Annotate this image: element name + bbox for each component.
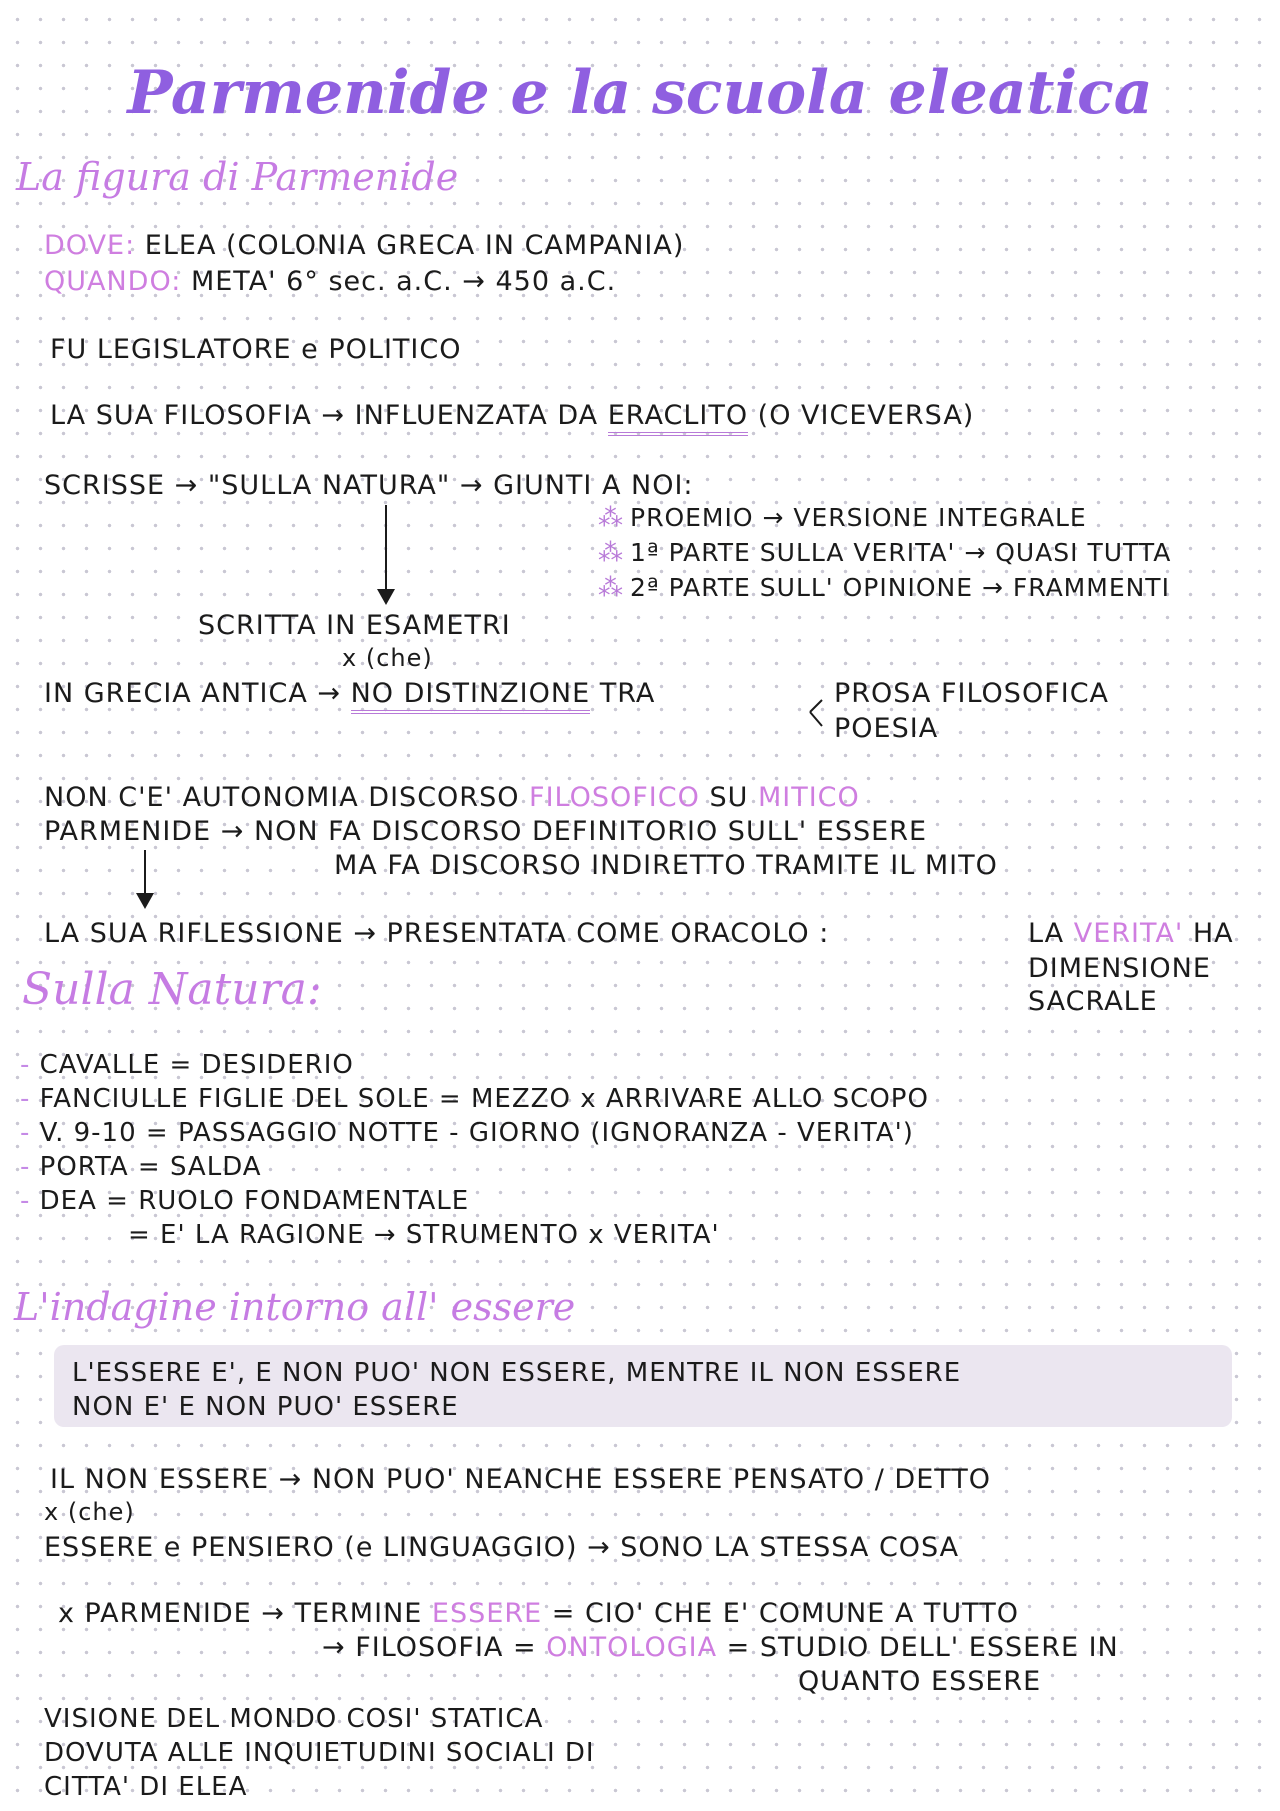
- x-parmenide: x PARMENIDE → TERMINE: [58, 1598, 423, 1629]
- quando-value: META' 6° sec. a.C. → 450 a.C.: [190, 266, 617, 297]
- natura-item-5: - DEA = RUOLO FONDAMENTALE: [20, 1186, 470, 1216]
- visione-line-3: CITTA' DI ELEA: [44, 1772, 248, 1802]
- natura-item-2: - FANCIULLE FIGLIE DEL SOLE = MEZZO x ARRIVARE ALLO SCOPO: [20, 1084, 929, 1114]
- box-line-1: L'ESSERE E', E NON PUO' NON ESSERE, MENTRE IL NON ESSERE: [72, 1358, 962, 1388]
- quanto-text: QUANTO ESSERE: [798, 1666, 1042, 1697]
- ontologia-word: ONTOLOGIA: [546, 1632, 718, 1663]
- quando-label: QUANDO:: [44, 266, 182, 297]
- grecia-pre: IN GRECIA ANTICA →: [44, 678, 342, 709]
- filosofia-post: (O VICEVERSA): [757, 400, 975, 431]
- la-text: LA: [1028, 918, 1065, 949]
- verita-row: [1028, 920, 1234, 947]
- perche-text-2: x (che): [44, 1498, 135, 1526]
- dove-row: [44, 232, 684, 259]
- esametri-text: SCRITTA IN ESAMETRI: [198, 610, 511, 641]
- dove-label: DOVE:: [44, 230, 136, 261]
- filosofia-pre-2: → FILOSOFIA =: [322, 1632, 537, 1663]
- filosofia-pre: LA SUA FILOSOFIA → INFLUENZATA DA: [50, 400, 599, 431]
- giunti-item-1: ⁂ PROEMIO → VERSIONE INTEGRALE: [598, 503, 1087, 532]
- dove-value: ELEA (COLONIA GRECA IN CAMPANIA): [144, 230, 685, 261]
- natura-item-3: - V. 9-10 = PASSAGGIO NOTTE - GIORNO (IGNORANZA - VERITA'): [20, 1118, 914, 1148]
- box-line-2: NON E' E NON PUO' ESSERE: [72, 1392, 459, 1422]
- natura-item-4: - PORTA = SALDA: [20, 1152, 262, 1182]
- studio-text: = STUDIO DELL' ESSERE IN: [726, 1632, 1119, 1663]
- down-arrow-icon-2: [136, 893, 154, 909]
- heading-figura: La figura di Parmenide: [16, 155, 459, 199]
- prosa-text: PROSA FILOSOFICA: [834, 678, 1110, 709]
- scrisse-text: SCRISSE → "SULLA NATURA" → GIUNTI A NOI:: [44, 470, 694, 501]
- visione-line-2: DOVUTA ALLE INQUIETUDINI SOCIALI DI: [44, 1738, 595, 1768]
- pensiero-text: ESSERE e PENSIERO (e LINGUAGGIO) → SONO LA STESSA COSA: [44, 1532, 960, 1563]
- down-arrow-line-2: [144, 850, 146, 896]
- heading-natura: Sulla Natura:: [22, 964, 322, 1015]
- quando-row: [44, 268, 616, 295]
- perche-text: x (che): [342, 644, 433, 672]
- ontologia-row: [322, 1634, 1119, 1661]
- tra-text: TRA: [599, 678, 656, 709]
- giunti-item-2: ⁂ 1ª PARTE SULLA VERITA' → QUASI TUTTA: [598, 538, 1172, 567]
- dimensione-text: DIMENSIONE: [1028, 953, 1211, 984]
- termine-row: [58, 1600, 1019, 1627]
- page-title: Parmenide e la scuola eleatica: [127, 58, 1153, 128]
- sacrale-text: SACRALE: [1028, 986, 1158, 1017]
- filosofia-row: [50, 402, 974, 429]
- heading-indagine: L'indagine intorno all' essere: [14, 1285, 576, 1329]
- down-arrow-icon: [377, 589, 395, 605]
- legislatore-text: FU LEGISLATORE e POLITICO: [50, 334, 462, 365]
- eraclito-name: ERACLITO: [608, 400, 748, 436]
- giunti-item-3: ⁂ 2ª PARTE SULL' OPINIONE → FRAMMENTI: [598, 573, 1170, 602]
- ma-line: MA FA DISCORSO INDIRETTO TRAMITE IL MITO: [334, 850, 998, 881]
- parmenide-line: PARMENIDE → NON FA DISCORSO DEFINITORIO SULL' ESSERE: [44, 816, 928, 847]
- autonomia-row: [44, 784, 860, 811]
- essere-word: ESSERE: [431, 1598, 543, 1629]
- autonomia-filosofico: FILOSOFICO: [529, 782, 700, 813]
- riflessione-text: LA SUA RIFLESSIONE → PRESENTATA COME ORACOLO :: [44, 918, 830, 949]
- no-distinzione: NO DISTINZIONE: [351, 678, 591, 714]
- verita-word: VERITA': [1073, 918, 1184, 949]
- comune-text: = CIO' CHE E' COMUNE A TUTTO: [551, 1598, 1019, 1629]
- poesia-text: POESIA: [834, 713, 939, 744]
- ha-text: HA: [1192, 918, 1234, 949]
- autonomia-mitico: MITICO: [757, 782, 860, 813]
- non-essere-text: IL NON ESSERE → NON PUO' NEANCHE ESSERE PENSATO / DETTO: [50, 1464, 992, 1495]
- dea-extra: = E' LA RAGIONE → STRUMENTO x VERITA': [128, 1220, 720, 1250]
- down-arrow-line: [385, 505, 387, 591]
- autonomia-su: SU: [709, 782, 749, 813]
- visione-line-1: VISIONE DEL MONDO COSI' STATICA: [44, 1704, 544, 1734]
- autonomia-pre: NON C'E' AUTONOMIA DISCORSO: [44, 782, 520, 813]
- grecia-row: [44, 680, 655, 707]
- natura-item-1: - CAVALLE = DESIDERIO: [20, 1050, 354, 1080]
